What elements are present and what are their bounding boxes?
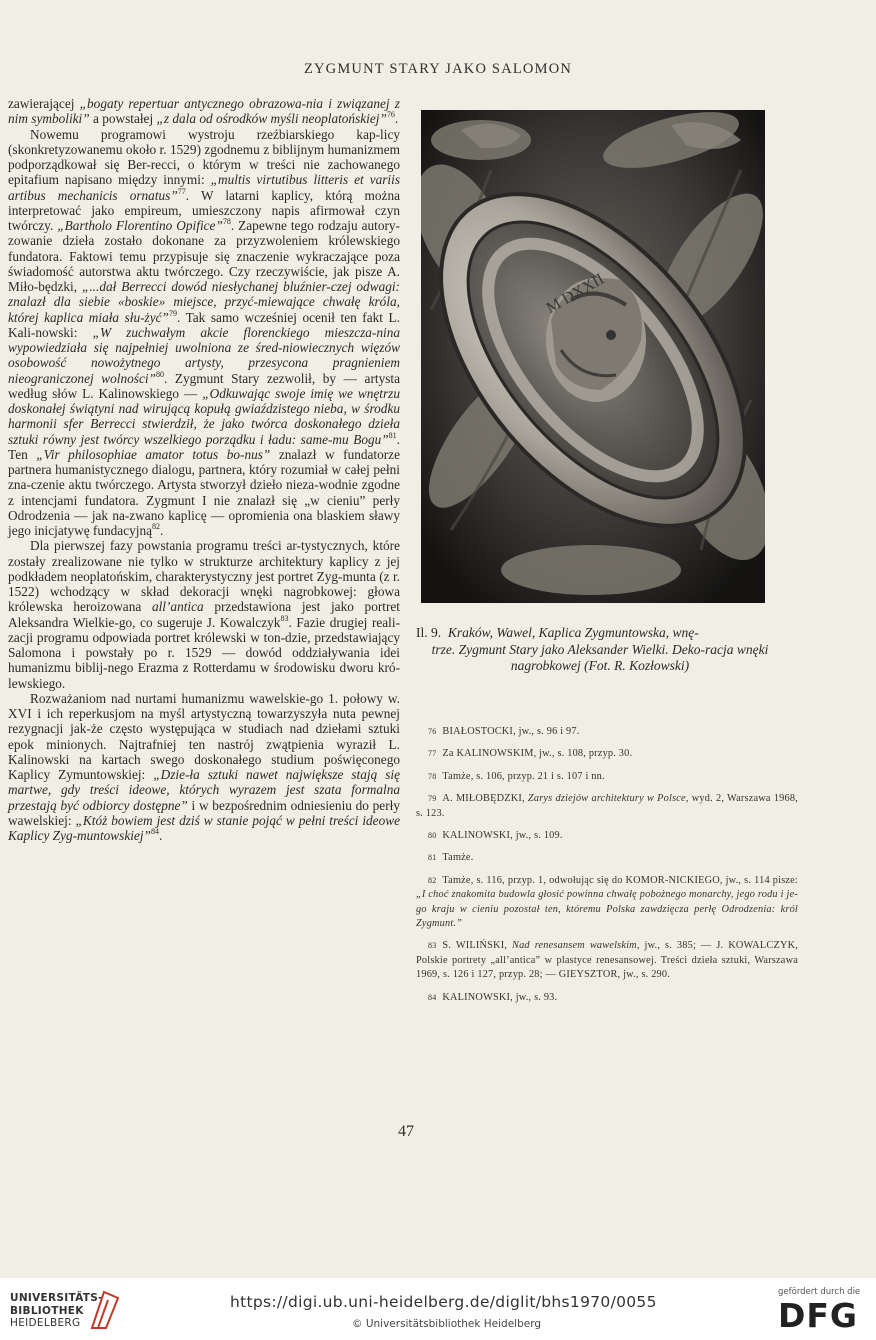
- paragraph-2: Nowemu programowi wystroju rzeźbiarskiego kap-licy (skonkretyzowanemu około r. 1529) zgodnemu z biblijnym humanizmem podporządkował się Ber-recci, o którym w treści nie zachowanego epitafium napisano między innymi: „multis virtutibus litteris et variis artibus mechanicis ornatus”$^{77}$. W latarni kaplicy, którą można interpretować jako empireum, umieszczony napis afirmował czyn twórczy. „Bartholo Florentino Opifice”$^{78}$. Zapewne tego rodzaju autory-zowanie dzieła zostało dokonane za przyzwoleniem królewskiego fundatora. Faktowi temu przypisuje się znaczenie wykraczające poza świadomość autorstwa aktu twórczego. Czy rzeczywiście, jak pisze A. Miło-będzki, „...dał Berrecci dowód niesłychanej bluźnier-czej odwagi: znalazł dla siebie «boskie» miejsce, przyć-miewające chwałę króla, której kaplica miała słu-żyć”$^{79}$. Tak samo wcześniej ocenił ten fakt L. Kali-nowski: „W zuchwałym akcie florenckiego mieszcza-nina wypowiedziała się najpełniej uwolniona ze śred-niowiecznych więzów osobowość nowożytnego artysty, przesycona pragnieniem nieograniczonej wolności”$^{80}$. Zygmunt Stary zezwolił, by — artysta według słów L. Kalinowskiego — „Odkuwając swoje imię we wnętrzu doskonałej świątyni nad wirującą kopułą gwiaździstego nieba, w środku harmonii sfer Berrecci stwierdził, że jako twórca doskonałego dzieła sztuki równy jest twórcy wszelkiego porządku i ładu: same-mu Bogu”$^{81}$. Ten „Vir philosophiae amator totus bo-nus” znalazł w fundatorze partnera humanistycznego dialogu, partnera, który rozumiał w całej pełni zna-czenie aktu twórczego. Artysta stworzył dzieło nieza-wodnie zgodne z intencjami fundatora. Zygmunt I nie znalazł się „w cieniu” perły Odrodzenia — jak na-zwano kaplicę — opromienia ona blaskiem sławy jego inicjatywę fundacyjną$^{82}$.: [8, 126, 400, 538]
- footnote: 84 KALINOWSKI, jw., s. 93.: [428, 991, 558, 1003]
- footnote-number: 82: [428, 875, 437, 885]
- copyright-notice: © Universitätsbibliothek Heidelberg: [352, 1318, 542, 1330]
- footnote: 76 BIAŁOSTOCKI, jw., s. 96 i 97.: [428, 726, 580, 737]
- permalink-url[interactable]: https://digi.ub.uni-heidelberg.de/diglit/bhs1970/0055: [230, 1293, 657, 1311]
- footnote-ref: 84: [150, 827, 159, 836]
- main-text-column: [8, 96, 400, 843]
- footnote: 83 S. WILIŃSKI, Nad renesansem wawelskim, jw., s. 385; — J. KOWALCZYK, Polskie portrety „all’antica” w plastyce renesansowej. Treści dzieła sztuki, Warszawa 1969, s. 126 i 127, przyp. 28; — GIEYSZTOR, jw., s. 290.: [416, 940, 798, 981]
- footnote-number: 84: [428, 992, 437, 1002]
- footnote-ref: 80: [155, 369, 164, 379]
- caption-rest: trze. Zygmunt Stary jako Aleksander Wielki. Deko-racja wnęki nagrobkowej (Fot. R. Kozłowski): [431, 641, 769, 673]
- paragraph-4: Rozważaniom nad nurtami humanizmu wawelskie-go 1. połowy w. XVI i ich reperkusjom na myśl artystyczną towarzyszyła nuta pewnej rezygnacji jak-że często występująca w studiach nad dziełami sztuki epok minionych. Najtrafniej ten nastrój zwątpienia wyraził L. Kalinowski na kartach swego doskonałego studium poświęconego Kaplicy Zymuntowskiej: „Dzie-ła sztuki nawet największe stają się martwe, gdy treści ideowe, których wyrazem jest szata formalna przestają być odbiorcy dostępne” i w bezpośrednim odniesieniu do perły wawelskiej: „Któż bowiem jest dziś w stanie pojąć w pełni treści ideowe Kaplicy Zyg-muntowskiej”$^{84}$.: [8, 690, 400, 843]
- footnote: 81 Tamże.: [428, 852, 474, 864]
- footnote: 77 Za KALINOWSKIM, jw., s. 108, przyp. 30.: [428, 748, 633, 760]
- footnote: 78 Tamże, s. 106, przyp. 21 i s. 107 i nn.: [428, 770, 605, 782]
- library-logo[interactable]: UNIVERSITÄTS- BIBLIOTHEK HEIDELBERG: [10, 1292, 103, 1329]
- footnote-ref: 76: [386, 110, 395, 120]
- footnote-ref: 79: [168, 308, 177, 318]
- footnote-ref: 82: [152, 522, 160, 531]
- footnote: 82 Tamże, s. 116, przyp. 1, odwołując się do KOMOR-NICKIEGO, jw., s. 114 pisze: „I choć znakomita budowla głosić powinna chwałę pobożnego monarchy, jego rodu i je-go kraju w cieniu pozostał ten, któremu Polska zawdzięcza perłę Odrodzenia: król Zygmunt.”: [416, 874, 798, 930]
- relief-photograph: [421, 110, 765, 603]
- footnotes: [416, 725, 798, 1013]
- footnote-ref: 78: [222, 217, 231, 226]
- footnote: 80 KALINOWSKI, jw., s. 109.: [428, 830, 563, 842]
- caption-line-1: Kraków, Wawel, Kaplica Zygmuntowska, wnę-: [447, 625, 699, 640]
- footnote-number: 78: [428, 771, 437, 781]
- footnote-number: 76: [428, 727, 437, 736]
- footnote-ref: 83: [280, 613, 289, 623]
- funded-by-label: gefördert durch die: [778, 1287, 861, 1297]
- library-mark-icon: [88, 1288, 122, 1330]
- footnote-number: 80: [428, 831, 437, 841]
- footnote-number: 77: [428, 749, 437, 759]
- footnote-ref: 77: [177, 186, 186, 196]
- relief-inscription: M DXXII: [543, 270, 608, 318]
- relief-illustration: [421, 110, 765, 603]
- footnote-number: 79: [428, 794, 437, 804]
- footnote-number: 81: [428, 853, 437, 863]
- digitization-footer: [0, 1278, 876, 1340]
- figure-caption: [416, 625, 774, 675]
- running-title: ZYGMUNT STARY JAKO SALOMON: [303, 61, 573, 77]
- footnote-number: 83: [428, 941, 437, 951]
- paragraph-1: zawierającej „bogaty repertuar antycznego obrazowa-nia i związanej z nim symboliki” a powstałej „z dala od ośrodków myśli neoplatońskiej”$^{76}$.: [8, 96, 400, 127]
- figure-label: Il. 9.: [416, 625, 442, 640]
- dfg-logo[interactable]: DFG: [778, 1296, 859, 1335]
- paragraph-3: Dla pierwszej fazy powstania programu treści ar-tystycznych, które zostały zrealizowane nie tylko w strukturze architektury kaplicy z jej podkładem neoplatońskim, charakterystyczny jest portret Zyg-munta (z r. 1522) wchodzący w skład dekoracji wnęki nagrobkowej: głowa królewska heroizowana all’antica przedstawiona jest jako portret Aleksandra Wielkie-go, co sugeruje J. Kowalczyk$^{83}$. Fazie drugiej reali-zacji programu odpowiada portret królewski w ton-dzie, przedstawiający Salomona i powstały po r. 1529 — dowód oddziaływania idei humanizmu biblij-nego Erazma z Rotterdamu w środowisku dworu kró-lewskiego.: [8, 538, 400, 691]
- footnote-ref: 81: [388, 430, 397, 440]
- footnote: 79 A. MIŁOBĘDZKI, Zarys dziejów architektury w Polsce, wyd. 2, Warszawa 1968, s. 123.: [416, 793, 798, 819]
- page-number: 47: [398, 1123, 414, 1140]
